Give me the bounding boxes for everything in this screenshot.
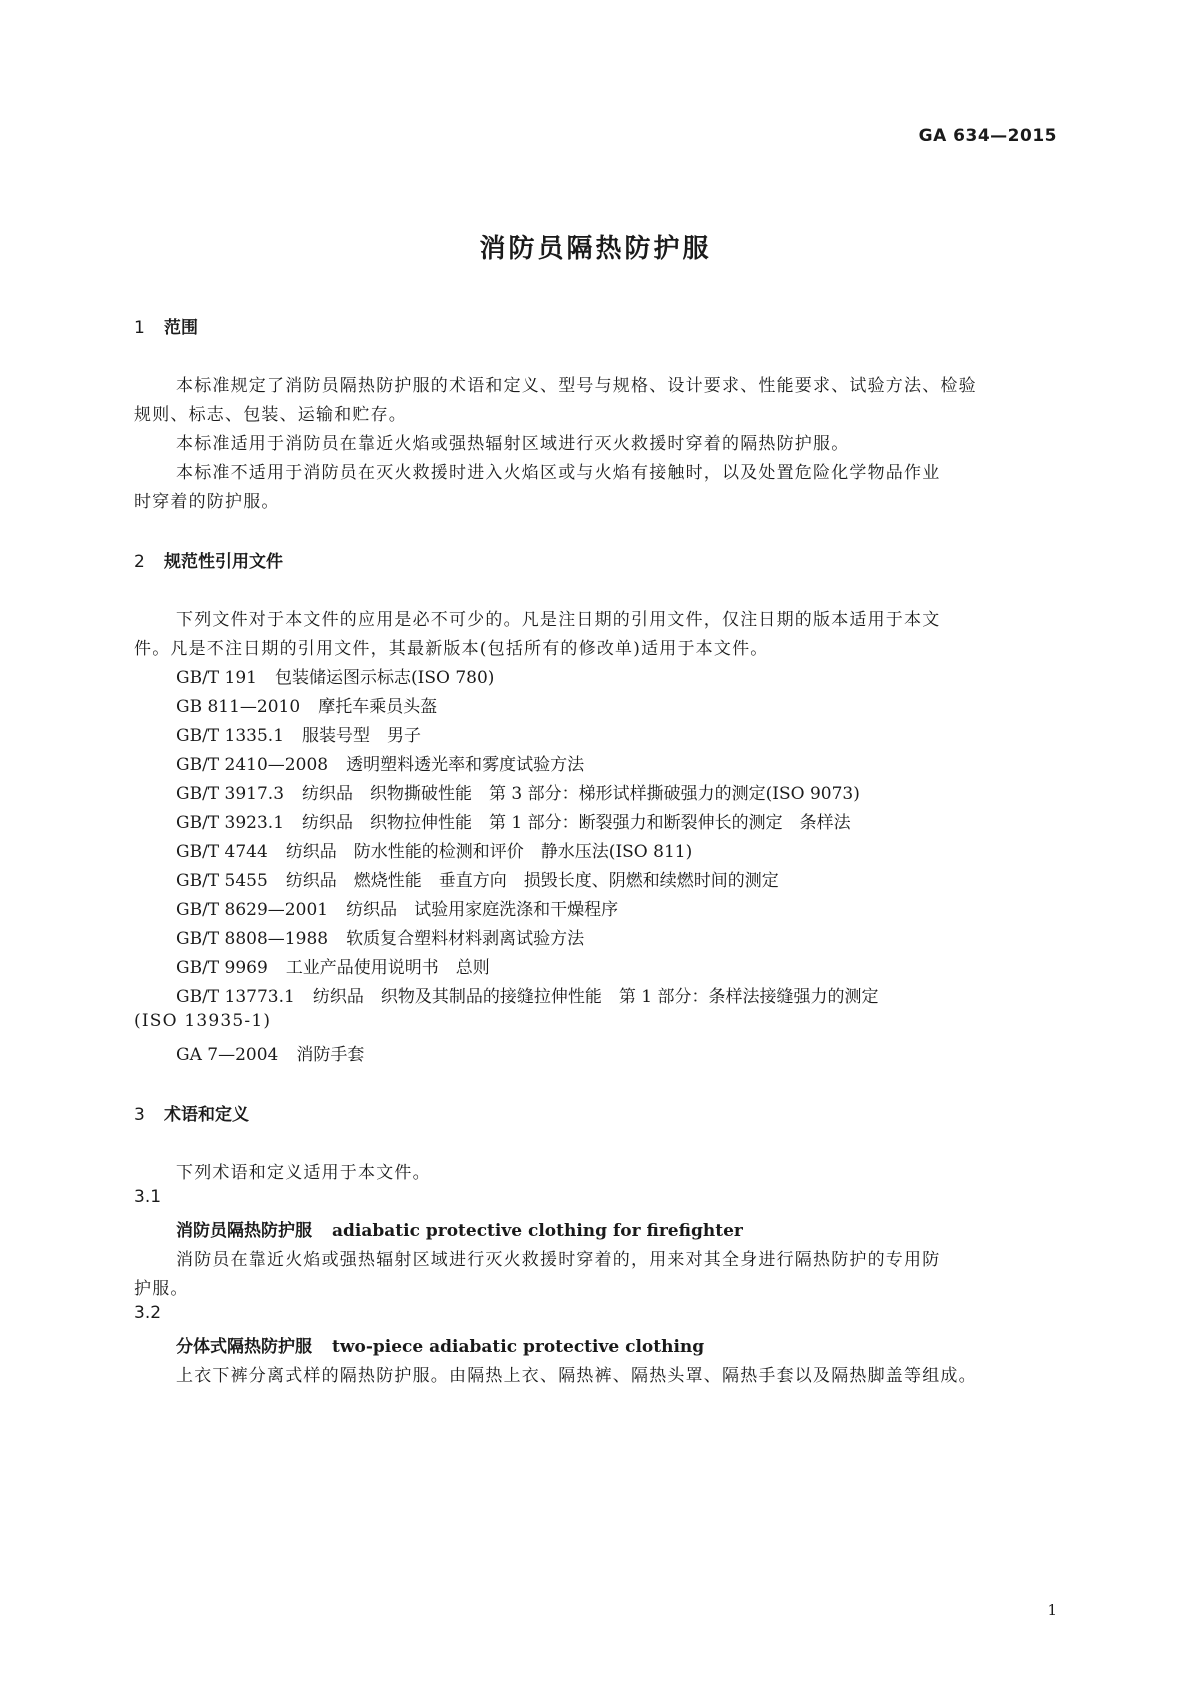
definition-line: 上衣下裤分离式样的隔热防护服。由隔热上衣、隔热裤、隔热头罩、隔热手套以及隔热脚盖等组成。 — [176, 1366, 977, 1386]
reference-code: GB/T 2410—2008 — [176, 755, 329, 775]
reference-title: 纺织品 织物及其制品的接缝拉伸性能 第 1 部分：条样法接缝强力的测定 — [312, 987, 879, 1007]
section-number: 2 — [134, 552, 145, 572]
reference-title: 消防手套 — [296, 1045, 365, 1065]
paragraph-line: 下列文件对于本文件的应用是必不可少的。凡是注日期的引用文件，仅注日期的版本适用于本文 — [176, 610, 941, 630]
clause-number: 3.1 — [134, 1187, 162, 1207]
section-number: 3 — [134, 1105, 145, 1125]
reference-continuation: (ISO 13935-1) — [134, 1011, 272, 1031]
reference-item — [176, 924, 584, 949]
reference-code: GB/T 4744 — [176, 842, 268, 862]
reference-item — [176, 895, 618, 920]
reference-title: 工业产品使用说明书 总则 — [285, 958, 490, 978]
clause-number: 3.2 — [134, 1303, 162, 1323]
reference-title: 纺织品 燃烧性能 垂直方向 损毁长度、阴燃和续燃时间的测定 — [285, 871, 779, 891]
reference-item — [176, 837, 692, 862]
reference-title: 摩托车乘员头盔 — [318, 697, 438, 717]
paragraph-line: 规则、标志、包装、运输和贮存。 — [134, 405, 407, 425]
paragraph-line: 本标准适用于消防员在靠近火焰或强热辐射区域进行灭火救援时穿着的隔热防护服。 — [176, 434, 850, 454]
page-title: 消防员隔热防护服 — [479, 234, 712, 264]
reference-code: GB/T 1335.1 — [176, 726, 285, 746]
reference-code: GB/T 13773.1 — [176, 987, 295, 1007]
reference-title: 包装储运图示标志(ISO 780) — [275, 668, 495, 688]
term-english: adiabatic protective clothing for firefighter — [332, 1221, 743, 1241]
paragraph-line: 时穿着的防护服。 — [134, 492, 280, 512]
term-chinese: 消防员隔热防护服 — [176, 1221, 312, 1241]
paragraph-line: 本标准不适用于消防员在灭火救援时进入火焰区或与火焰有接触时，以及处置危险化学物品作业 — [176, 463, 941, 483]
section-title: 规范性引用文件 — [164, 552, 283, 572]
reference-item — [176, 750, 584, 775]
document-code: GA 634—2015 — [918, 126, 1057, 146]
reference-item — [176, 692, 437, 717]
term-entry — [176, 1216, 743, 1241]
reference-code: GB/T 5455 — [176, 871, 268, 891]
reference-code: GB/T 8808—1988 — [176, 929, 329, 949]
section-title: 范围 — [164, 318, 198, 338]
reference-title: 纺织品 织物撕破性能 第 3 部分：梯形试样撕破强力的测定(ISO 9073) — [302, 784, 860, 804]
section-title: 术语和定义 — [164, 1105, 249, 1125]
section-2-heading — [134, 547, 283, 572]
reference-code: GB/T 8629—2001 — [176, 900, 329, 920]
reference-item — [176, 1040, 364, 1065]
reference-item — [176, 808, 851, 833]
term-chinese: 分体式隔热防护服 — [176, 1337, 312, 1357]
reference-code: GB 811—2010 — [176, 697, 301, 717]
term-english: two-piece adiabatic protective clothing — [332, 1337, 705, 1357]
reference-item — [176, 663, 494, 688]
definition-line: 消防员在靠近火焰或强热辐射区域进行灭火救援时穿着的，用来对其全身进行隔热防护的专用防 — [176, 1250, 941, 1270]
reference-title: 纺织品 织物拉伸性能 第 1 部分：断裂强力和断裂伸长的测定 条样法 — [302, 813, 851, 833]
reference-title: 纺织品 试验用家庭洗涤和干燥程序 — [346, 900, 619, 920]
reference-title: 透明塑料透光率和雾度试验方法 — [346, 755, 585, 775]
paragraph-line: 件。凡是不注日期的引用文件，其最新版本(包括所有的修改单)适用于本文件。 — [134, 639, 769, 659]
definition-line: 护服。 — [134, 1279, 189, 1299]
reference-item — [176, 866, 779, 891]
reference-title: 纺织品 防水性能的检测和评价 静水压法(ISO 811) — [285, 842, 693, 862]
paragraph-line: 本标准规定了消防员隔热防护服的术语和定义、型号与规格、设计要求、性能要求、试验方法、检验 — [176, 376, 977, 396]
reference-item — [176, 982, 878, 1007]
reference-title: 软质复合塑料材料剥离试验方法 — [346, 929, 585, 949]
section-1-heading — [134, 313, 198, 338]
reference-item — [176, 953, 490, 978]
page-number: 1 — [1047, 1601, 1057, 1619]
paragraph-line: 下列术语和定义适用于本文件。 — [176, 1163, 431, 1183]
reference-item — [176, 779, 860, 804]
reference-code: GB/T 3923.1 — [176, 813, 285, 833]
reference-title: 服装号型 男子 — [302, 726, 422, 746]
reference-code: GB/T 9969 — [176, 958, 268, 978]
reference-code: GB/T 3917.3 — [176, 784, 285, 804]
section-3-heading — [134, 1100, 249, 1125]
reference-code: GA 7—2004 — [176, 1045, 279, 1065]
reference-item — [176, 721, 421, 746]
section-number: 1 — [134, 318, 145, 338]
term-entry — [176, 1332, 704, 1357]
reference-code: GB/T 191 — [176, 668, 257, 688]
